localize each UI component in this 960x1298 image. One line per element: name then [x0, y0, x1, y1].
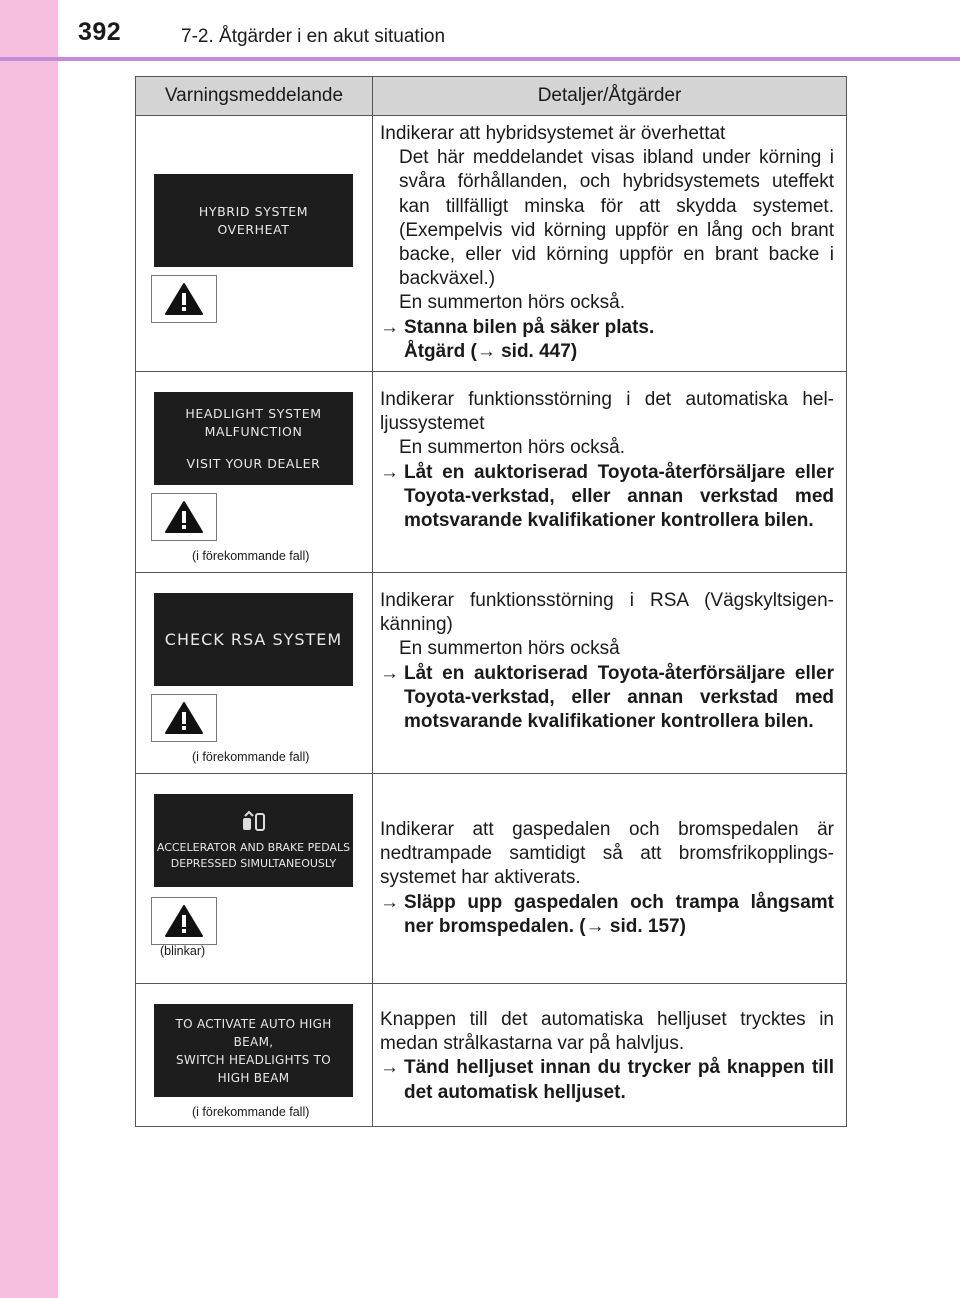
- details-cell: [373, 774, 847, 984]
- pedal-icon: [241, 810, 267, 834]
- action-text: Låt en auktoriserad Toyota-återförsäljare eller Toyota-verkstad, eller annan verkstad med motsvarande kvalifikationer kontrollera bilen.: [404, 461, 834, 532]
- table-row: [136, 573, 847, 774]
- details-cell: [373, 573, 847, 774]
- display-line: CHECK RSA SYSTEM: [164, 629, 343, 649]
- message-display: [154, 1004, 353, 1097]
- warning-table: [135, 76, 847, 1127]
- warning-cell: [136, 372, 373, 573]
- warning-triangle-icon: [164, 282, 204, 316]
- message-display: [154, 593, 353, 686]
- description: Indikerar att gaspedalen och bromspedalen är nedtrampade samtidigt så att bromsfrikopplingssystemet har aktiverats.: [380, 819, 834, 889]
- arrow-icon: →: [380, 891, 399, 913]
- description-detail: En summerton hörs också.: [399, 437, 625, 459]
- description-detail: En summerton hörs också: [399, 638, 620, 660]
- display-line: OVERHEAT: [217, 221, 290, 237]
- display-line: DEPRESSED SIMULTANEOUSLY: [170, 856, 337, 870]
- arrow-icon: →: [380, 662, 399, 684]
- arrow-icon: →: [380, 316, 399, 338]
- warning-indicator: [151, 493, 217, 541]
- arrow-icon: →: [380, 1057, 399, 1079]
- column-header-warning: Varningsmeddelande: [136, 77, 373, 116]
- description-detail: Det här meddelandet visas ibland under körning i svåra förhållanden, och hybridsystemets uteffekt kan tillfälligt minska för att skydda systemet. (Exempelvis vid körning uppför en lång och brant backe, eller vid körning uppför en brant backe i backväxel.): [399, 147, 834, 290]
- action-line: [380, 461, 834, 534]
- column-header-details: Detaljer/Åtgärder: [373, 77, 847, 116]
- warning-cell: [136, 573, 373, 774]
- table-row: [136, 984, 847, 1127]
- page-number: 392: [78, 18, 122, 46]
- details-cell: [373, 372, 847, 573]
- page-sidebar: [0, 0, 58, 1298]
- description: Indikerar att hybridsystemet är överhettat: [380, 123, 726, 144]
- action-text: Tänd helljuset innan du trycker på knappen till det automatisk helljuset.: [404, 1057, 834, 1103]
- display-line: ACCELERATOR AND BRAKE PEDALS: [156, 840, 351, 854]
- availability-note: (i förekommande fall): [192, 549, 310, 563]
- warning-indicator: [151, 897, 217, 945]
- action-text: Stanna bilen på säker plats.: [404, 316, 655, 338]
- details-cell: [373, 984, 847, 1127]
- display-line: VISIT YOUR DEALER: [186, 455, 321, 471]
- action-line: [380, 891, 834, 939]
- warning-cell: [136, 774, 373, 984]
- warning-triangle-icon: [164, 701, 204, 735]
- display-line: TO ACTIVATE AUTO HIGH BEAM,: [175, 1016, 332, 1049]
- warning-cell: [136, 984, 373, 1127]
- warning-triangle-icon: [164, 904, 204, 938]
- warning-cell: [136, 116, 373, 372]
- warning-indicator: [151, 694, 217, 742]
- display-line: MALFUNCTION: [204, 423, 303, 439]
- message-display: [154, 174, 353, 267]
- availability-note: (i förekommande fall): [192, 750, 310, 764]
- availability-note: (i förekommande fall): [192, 1105, 310, 1119]
- display-line: HYBRID SYSTEM: [198, 203, 309, 219]
- header-rule: [0, 57, 960, 61]
- action-text: Släpp upp gaspedalen och trampa långsamt ner bromspedalen. (→ sid. 157): [404, 891, 834, 937]
- warning-triangle-icon: [164, 500, 204, 534]
- action-line: [380, 340, 834, 364]
- arrow-icon: →: [380, 461, 399, 483]
- description: Indikerar funktionsstörning i det automatiska helljussystemet: [380, 389, 834, 435]
- display-line: HIGH BEAM: [217, 1070, 290, 1085]
- description-detail: En summerton hörs också.: [399, 292, 625, 314]
- table-row: [136, 774, 847, 984]
- warning-indicator: [151, 275, 217, 323]
- section-title: 7-2. Åtgärder i en akut situation: [181, 26, 446, 47]
- description: Knappen till det automatiska helljuset trycktes in medan strålkastarna var på halvljus.: [380, 1009, 834, 1055]
- action-text: Låt en auktoriserad Toyota-återförsäljare eller Toyota-verkstad, eller annan verkstad med motsvarande kvalifikationer kontrollera bilen.: [404, 662, 834, 733]
- message-display: [154, 392, 353, 485]
- action-line: [380, 316, 834, 340]
- blink-note: (blinkar): [160, 944, 206, 958]
- message-display: [154, 794, 353, 887]
- action-reference: Åtgärd (→ sid. 447): [404, 340, 578, 362]
- action-line: [380, 1056, 834, 1104]
- display-line: SWITCH HEADLIGHTS TO: [175, 1052, 331, 1067]
- description: Indikerar funktionsstörning i RSA (Vägskyltsigenkänning): [380, 590, 834, 636]
- action-line: [380, 662, 834, 735]
- table-row: [136, 116, 847, 372]
- details-cell: [373, 116, 847, 372]
- display-line: HEADLIGHT SYSTEM: [185, 405, 322, 421]
- table-row: [136, 372, 847, 573]
